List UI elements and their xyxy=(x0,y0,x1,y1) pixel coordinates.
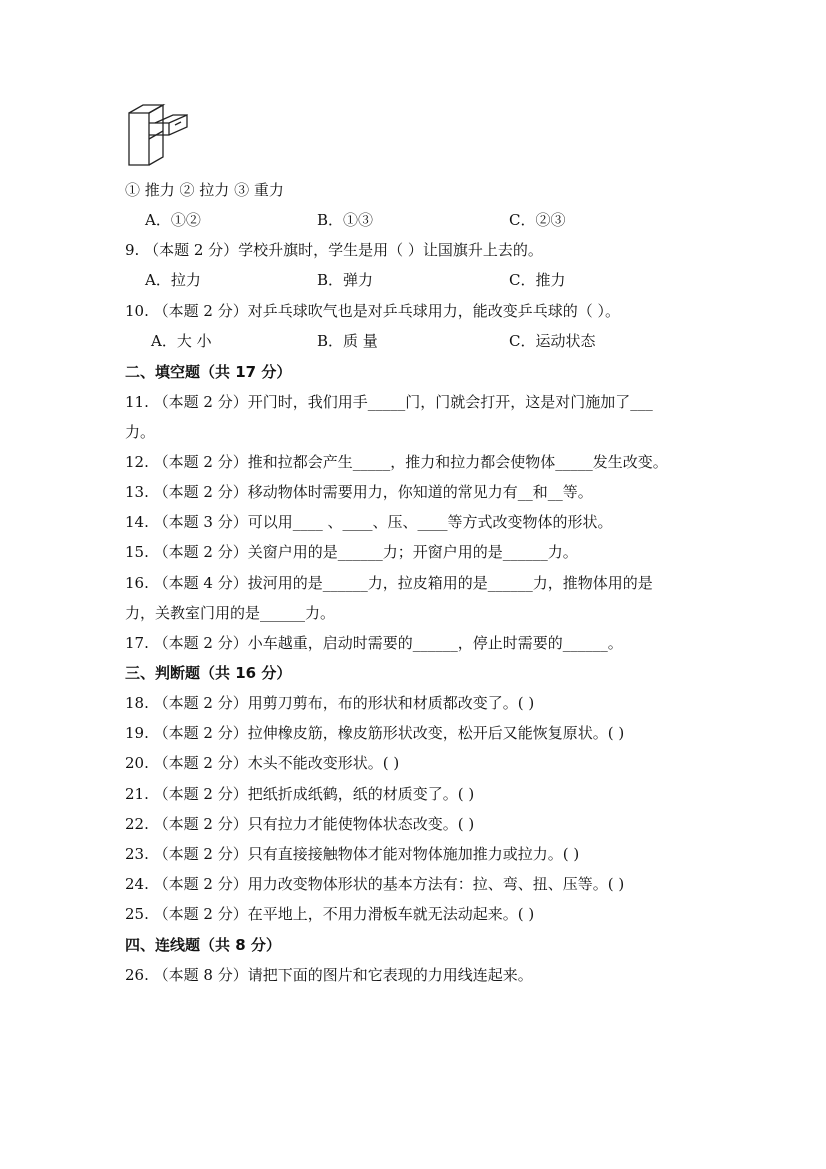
q17-text: 17. （本题 2 分）小车越重，启动时需要的______，停止时需要的______。 xyxy=(125,634,623,652)
q18-text: 18. （本题 2 分）用剪刀剪布，布的形状和材质都改变了。( ) xyxy=(125,694,535,712)
q9-options xyxy=(145,270,765,290)
q9-text: 9. （本题 2 分）学校升旗时，学生是用（ ）让国旗升上去的。 xyxy=(125,241,543,259)
q8-options xyxy=(145,210,765,230)
q11-text: 11. （本题 2 分）开门时，我们用手_____门，门就会打开，这是对门施加了___ xyxy=(125,393,653,411)
q9-option-b[interactable]: B．弹力 xyxy=(317,271,374,289)
q20-text: 20. （本题 2 分）木头不能改变形状。( ) xyxy=(125,754,400,772)
q10-option-a[interactable]: A．大 小 xyxy=(151,332,212,350)
q26-text: 26. （本题 8 分）请把下面的图片和它表现的力用线连起来。 xyxy=(125,966,533,984)
q9-option-c[interactable]: C．推力 xyxy=(509,271,566,289)
section-4-heading: 四、连线题（共 8 分） xyxy=(125,936,281,954)
q14-text: 14. （本题 3 分）可以用____ 、____、压、____等方式改变物体的形状。 xyxy=(125,513,613,531)
q24-text: 24. （本题 2 分）用力改变物体形状的基本方法有：拉、弯、扭、压等。( ) xyxy=(125,875,625,893)
q12-text: 12. （本题 2 分）推和拉都会产生_____，推力和拉力都会使物体_____发生改变。 xyxy=(125,453,668,471)
q10-option-c[interactable]: C．运动状态 xyxy=(509,332,596,350)
q10-options xyxy=(145,331,765,351)
q13-text: 13. （本题 2 分）移动物体时需要用力，你知道的常见力有__和__等。 xyxy=(125,483,593,501)
q23-text: 23. （本题 2 分）只有直接接触物体才能对物体施加推力或拉力。( ) xyxy=(125,845,580,863)
q9-option-a[interactable]: A．拉力 xyxy=(145,271,201,289)
section-3-heading: 三、判断题（共 16 分） xyxy=(125,664,292,682)
q22-text: 22. （本题 2 分）只有拉力才能使物体状态改变。( ) xyxy=(125,815,475,833)
q10-option-b[interactable]: B．质 量 xyxy=(317,332,378,350)
q8-option-a[interactable]: A．①② xyxy=(145,211,201,229)
q16-text: 16. （本题 4 分）拔河用的是______力，拉皮箱用的是______力，推物体用的是 xyxy=(125,574,653,592)
q8-option-b[interactable]: B．①③ xyxy=(317,211,374,229)
section-2-heading: 二、填空题（共 17 分） xyxy=(125,363,292,381)
q15-text: 15. （本题 2 分）关窗户用的是______力；开窗户用的是______力。 xyxy=(125,543,578,561)
q10-text: 10. （本题 2 分）对乒乓球吹气也是对乒乓球用力，能改变乒乓球的（ ）。 xyxy=(125,302,620,320)
q19-text: 19. （本题 2 分）拉伸橡皮筋，橡皮筋形状改变，松开后又能恢复原状。( ) xyxy=(125,724,625,742)
q8-choices: ① 推力 ② 拉力 ③ 重力 xyxy=(125,181,284,199)
q21-text: 21. （本题 2 分）把纸折成纸鹤，纸的材质变了。( ) xyxy=(125,785,475,803)
drawer-cabinet-illustration xyxy=(125,103,195,167)
q8-option-c[interactable]: C．②③ xyxy=(509,211,566,229)
q11-text-cont: 力。 xyxy=(125,423,156,441)
q16-text-cont: 力，关教室门用的是______力。 xyxy=(125,604,336,622)
q25-text: 25. （本题 2 分）在平地上，不用力滑板车就无法动起来。( ) xyxy=(125,905,535,923)
